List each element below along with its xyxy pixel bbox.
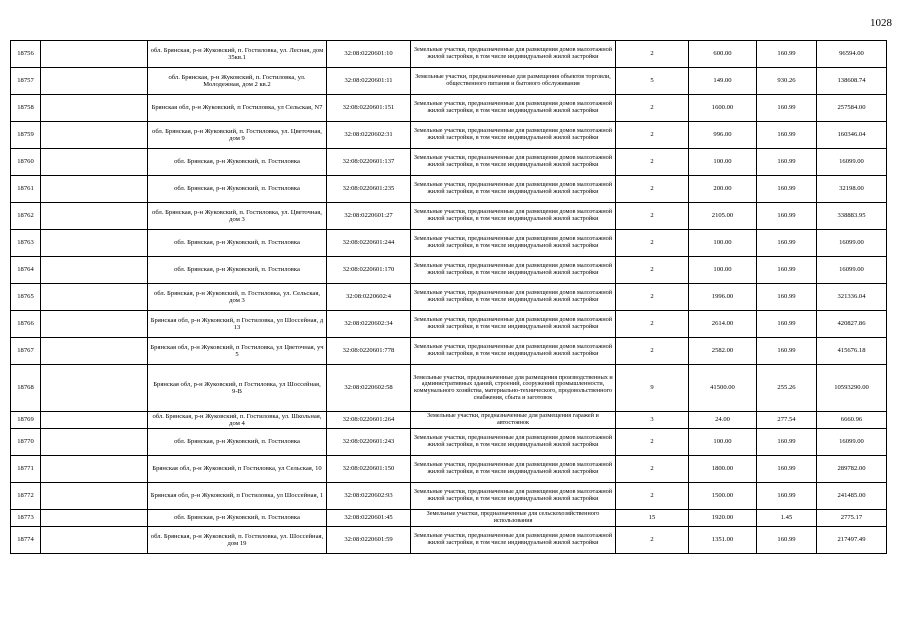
- table-row: [11, 429, 887, 456]
- use-group-cell: 2: [616, 338, 689, 365]
- table-row: [11, 95, 887, 122]
- cadastral-rate-cell: 277.54: [757, 412, 817, 429]
- cadastral-number-cell: 32:08:0220601:10: [327, 41, 411, 68]
- area-cell: 600.00: [689, 41, 757, 68]
- cadastral-number-cell: 32:08:0220602:93: [327, 483, 411, 510]
- row-number: 18766: [11, 311, 41, 338]
- blank-cell: [41, 230, 148, 257]
- row-number: 18768: [11, 365, 41, 412]
- use-group-cell: 2: [616, 149, 689, 176]
- use-group-cell: 2: [616, 527, 689, 554]
- row-number: 18757: [11, 68, 41, 95]
- cadastral-rate-cell: 160.99: [757, 284, 817, 311]
- land-use-cell: Земельные участки, предназначенные для размещения домов малоэтажной жилой застройки, в том числе индивидуальной жилой застройки: [411, 284, 616, 311]
- blank-cell: [41, 149, 148, 176]
- blank-cell: [41, 483, 148, 510]
- page-number: 1028: [870, 17, 892, 29]
- table-row: [11, 456, 887, 483]
- address-cell: обл. Брянская, р-н Жуковский, п. Гостиловка, ул. Цветочная, дом 9: [148, 122, 327, 149]
- cadastral-rate-cell: 255.26: [757, 365, 817, 412]
- land-use-cell: Земельные участки, предназначенные для размещения домов малоэтажной жилой застройки, в том числе индивидуальной жилой застройки: [411, 257, 616, 284]
- cadastral-value-cell: 415676.18: [817, 338, 887, 365]
- table-row: [11, 510, 887, 527]
- cadastral-rate-cell: 160.99: [757, 338, 817, 365]
- cadastral-value-cell: 16099.00: [817, 429, 887, 456]
- row-number: 18763: [11, 230, 41, 257]
- area-cell: 200.00: [689, 176, 757, 203]
- cadastral-rate-cell: 160.99: [757, 456, 817, 483]
- land-use-cell: Земельные участки, предназначенные для размещения домов малоэтажной жилой застройки, в том числе индивидуальной жилой застройки: [411, 203, 616, 230]
- address-cell: обл. Брянская, р-н Жуковский, п. Гостиловка: [148, 429, 327, 456]
- address-cell: обл. Брянская, р-н Жуковский, п. Гостиловка: [148, 510, 327, 527]
- address-cell: обл. Брянская, р-н Жуковский, п. Гостиловка, ул. Лесная, дом 35кв.1: [148, 41, 327, 68]
- cadastral-value-cell: 32198.00: [817, 176, 887, 203]
- cadastral-rate-cell: 160.99: [757, 429, 817, 456]
- land-use-cell: Земельные участки, предназначенные для размещения домов малоэтажной жилой застройки, в том числе индивидуальной жилой застройки: [411, 41, 616, 68]
- cadastral-rate-cell: 1.45: [757, 510, 817, 527]
- address-cell: обл. Брянская, р-н Жуковский, п. Гостиловка: [148, 149, 327, 176]
- area-cell: 1920.00: [689, 510, 757, 527]
- blank-cell: [41, 284, 148, 311]
- land-use-cell: Земельные участки, предназначенные для размещения домов малоэтажной жилой застройки, в том числе индивидуальной жилой застройки: [411, 527, 616, 554]
- cadastral-value-cell: 2775.17: [817, 510, 887, 527]
- area-cell: 996.00: [689, 122, 757, 149]
- cadastral-number-cell: 32:08:0220602:58: [327, 365, 411, 412]
- address-cell: Брянская обл, р-н Жуковский, п Гостиловка, ул Цветочная, уч 5: [148, 338, 327, 365]
- cadastral-rate-cell: 160.99: [757, 527, 817, 554]
- cadastral-value-cell: 138608.74: [817, 68, 887, 95]
- cadastral-rate-cell: 160.99: [757, 41, 817, 68]
- cadastral-rate-cell: 160.99: [757, 257, 817, 284]
- area-cell: 1800.00: [689, 456, 757, 483]
- use-group-cell: 2: [616, 257, 689, 284]
- land-use-cell: Земельные участки, предназначенные для размещения домов малоэтажной жилой застройки, в том числе индивидуальной жилой застройки: [411, 230, 616, 257]
- use-group-cell: 2: [616, 429, 689, 456]
- address-cell: обл. Брянская, р-н Жуковский, п. Гостиловка: [148, 176, 327, 203]
- blank-cell: [41, 338, 148, 365]
- cadastral-number-cell: 32:08:0220601:151: [327, 95, 411, 122]
- cadastral-value-cell: 420827.86: [817, 311, 887, 338]
- table-row: [11, 149, 887, 176]
- area-cell: 1600.00: [689, 95, 757, 122]
- land-use-cell: Земельные участки, предназначенные для размещения производственных и административных зданий, строений, сооружений промышленности, коммунального хозяйства, материально-технического, продовольственного снабжения, сбыта и заготовок: [411, 365, 616, 412]
- blank-cell: [41, 365, 148, 412]
- use-group-cell: 5: [616, 68, 689, 95]
- row-number: 18759: [11, 122, 41, 149]
- land-use-cell: Земельные участки, предназначенные для размещения домов малоэтажной жилой застройки, в том числе индивидуальной жилой застройки: [411, 429, 616, 456]
- table-row: [11, 68, 887, 95]
- cadastral-rate-cell: 160.99: [757, 483, 817, 510]
- cadastral-value-cell: 257584.00: [817, 95, 887, 122]
- cadastral-number-cell: 32:08:0220601:244: [327, 230, 411, 257]
- row-number: 18772: [11, 483, 41, 510]
- area-cell: 41500.00: [689, 365, 757, 412]
- cadastral-value-cell: 289782.00: [817, 456, 887, 483]
- use-group-cell: 2: [616, 122, 689, 149]
- address-cell: обл. Брянская, р-н Жуковский, п. Гостиловка: [148, 230, 327, 257]
- cadastral-number-cell: 32:08:0220601:27: [327, 203, 411, 230]
- table-row: [11, 365, 887, 412]
- cadastral-number-cell: 32:08:0220601:150: [327, 456, 411, 483]
- cadastral-value-cell: 160346.04: [817, 122, 887, 149]
- table-row: [11, 311, 887, 338]
- cadastral-number-cell: 32:08:0220601:11: [327, 68, 411, 95]
- cadastral-value-cell: 96594.00: [817, 41, 887, 68]
- cadastral-number-cell: 32:08:0220601:264: [327, 412, 411, 429]
- cadastral-number-cell: 32:08:0220601:778: [327, 338, 411, 365]
- use-group-cell: 2: [616, 41, 689, 68]
- area-cell: 2582.00: [689, 338, 757, 365]
- land-use-cell: Земельные участки, предназначенные для размещения домов малоэтажной жилой застройки, в том числе индивидуальной жилой застройки: [411, 176, 616, 203]
- address-cell: обл. Брянская, р-н Жуковский, п. Гостиловка, ул. Цветочная, дом 3: [148, 203, 327, 230]
- area-cell: 2105.00: [689, 203, 757, 230]
- table-row: [11, 338, 887, 365]
- land-use-cell: Земельные участки, предназначенные для размещения домов малоэтажной жилой застройки, в том числе индивидуальной жилой застройки: [411, 311, 616, 338]
- land-use-cell: Земельные участки, предназначенные для размещения гаражей и автостоянок: [411, 412, 616, 429]
- cadastral-number-cell: 32:08:0220601:59: [327, 527, 411, 554]
- table-row: [11, 176, 887, 203]
- address-cell: обл. Брянская, р-н Жуковский, п. Гостиловка, ул. Сельская, дом 3: [148, 284, 327, 311]
- row-number: 18773: [11, 510, 41, 527]
- blank-cell: [41, 412, 148, 429]
- land-use-cell: Земельные участки, предназначенные для размещения домов малоэтажной жилой застройки, в том числе индивидуальной жилой застройки: [411, 122, 616, 149]
- use-group-cell: 2: [616, 203, 689, 230]
- land-use-cell: Земельные участки, предназначенные для размещения домов малоэтажной жилой застройки, в том числе индивидуальной жилой застройки: [411, 338, 616, 365]
- address-cell: обл. Брянская, р-н Жуковский, п. Гостиловка: [148, 257, 327, 284]
- row-number: 18762: [11, 203, 41, 230]
- area-cell: 1500.00: [689, 483, 757, 510]
- blank-cell: [41, 41, 148, 68]
- land-use-cell: Земельные участки, предназначенные для размещения домов малоэтажной жилой застройки, в том числе индивидуальной жилой застройки: [411, 483, 616, 510]
- address-cell: Брянская обл, р-н Жуковский, п Гостиловка, ул Шоссейная, 9-В: [148, 365, 327, 412]
- area-cell: 100.00: [689, 230, 757, 257]
- blank-cell: [41, 510, 148, 527]
- cadastral-number-cell: 32:08:0220601:170: [327, 257, 411, 284]
- use-group-cell: 2: [616, 176, 689, 203]
- row-number: 18770: [11, 429, 41, 456]
- area-cell: 100.00: [689, 429, 757, 456]
- blank-cell: [41, 203, 148, 230]
- cadastral-value-cell: 217497.49: [817, 527, 887, 554]
- table-row: [11, 412, 887, 429]
- area-cell: 100.00: [689, 149, 757, 176]
- table-row: [11, 203, 887, 230]
- blank-cell: [41, 176, 148, 203]
- land-use-cell: Земельные участки, предназначенные для размещения домов малоэтажной жилой застройки, в том числе индивидуальной жилой застройки: [411, 149, 616, 176]
- cadastral-value-cell: 6660.96: [817, 412, 887, 429]
- table-row: [11, 257, 887, 284]
- area-cell: 149.00: [689, 68, 757, 95]
- row-number: 18756: [11, 41, 41, 68]
- row-number: 18767: [11, 338, 41, 365]
- cadastral-number-cell: 32:08:0220601:243: [327, 429, 411, 456]
- cadastral-number-cell: 32:08:0220602:31: [327, 122, 411, 149]
- use-group-cell: 3: [616, 412, 689, 429]
- land-use-cell: Земельные участки, предназначенные для сельскохозяйственного использования: [411, 510, 616, 527]
- area-cell: 1351.00: [689, 527, 757, 554]
- cadastral-value-cell: 16099.00: [817, 230, 887, 257]
- use-group-cell: 2: [616, 311, 689, 338]
- area-cell: 2614.00: [689, 311, 757, 338]
- table-row: [11, 122, 887, 149]
- cadastral-number-cell: 32:08:0220601:45: [327, 510, 411, 527]
- row-number: 18764: [11, 257, 41, 284]
- table-row: [11, 41, 887, 68]
- land-use-cell: Земельные участки, предназначенные для размещения объектов торговли, общественного питания и бытового обслуживания: [411, 68, 616, 95]
- blank-cell: [41, 122, 148, 149]
- blank-cell: [41, 95, 148, 122]
- use-group-cell: 2: [616, 456, 689, 483]
- use-group-cell: 2: [616, 95, 689, 122]
- row-number: 18760: [11, 149, 41, 176]
- blank-cell: [41, 311, 148, 338]
- address-cell: обл. Брянская, р-н Жуковский, п. Гостиловка, ул. Школьная, дом 4: [148, 412, 327, 429]
- cadastral-rate-cell: 160.99: [757, 122, 817, 149]
- blank-cell: [41, 68, 148, 95]
- use-group-cell: 2: [616, 284, 689, 311]
- cadastral-number-cell: 32:08:0220601:235: [327, 176, 411, 203]
- cadastral-value-cell: 10593290.00: [817, 365, 887, 412]
- row-number: 18771: [11, 456, 41, 483]
- table-row: [11, 284, 887, 311]
- blank-cell: [41, 456, 148, 483]
- cadastral-value-cell: 321336.04: [817, 284, 887, 311]
- land-use-cell: Земельные участки, предназначенные для размещения домов малоэтажной жилой застройки, в том числе индивидуальной жилой застройки: [411, 95, 616, 122]
- blank-cell: [41, 527, 148, 554]
- use-group-cell: 15: [616, 510, 689, 527]
- cadastral-rate-cell: 160.99: [757, 230, 817, 257]
- cadastral-value-cell: 241485.00: [817, 483, 887, 510]
- table-row: [11, 483, 887, 510]
- row-number: 18765: [11, 284, 41, 311]
- land-registry-table: [10, 40, 887, 554]
- cadastral-rate-cell: 160.99: [757, 311, 817, 338]
- cadastral-rate-cell: 160.99: [757, 176, 817, 203]
- address-cell: Брянская обл, р-н Жуковский, п Гостиловка, ул Сельская, N7: [148, 95, 327, 122]
- blank-cell: [41, 257, 148, 284]
- area-cell: 100.00: [689, 257, 757, 284]
- cadastral-number-cell: 32:08:0220602:34: [327, 311, 411, 338]
- cadastral-number-cell: 32:08:0220601:137: [327, 149, 411, 176]
- blank-cell: [41, 429, 148, 456]
- use-group-cell: 2: [616, 483, 689, 510]
- land-use-cell: Земельные участки, предназначенные для размещения домов малоэтажной жилой застройки, в том числе индивидуальной жилой застройки: [411, 456, 616, 483]
- address-cell: обл. Брянская, р-н Жуковский, п. Гостиловка, ул. Молодежная, дом 2 кв.2: [148, 68, 327, 95]
- address-cell: Брянская обл, р-н Жуковский, п Гостиловка, ул Шоссейная, 1: [148, 483, 327, 510]
- cadastral-rate-cell: 160.99: [757, 203, 817, 230]
- cadastral-value-cell: 16099.00: [817, 257, 887, 284]
- row-number: 18761: [11, 176, 41, 203]
- cadastral-rate-cell: 930.26: [757, 68, 817, 95]
- cadastral-rate-cell: 160.99: [757, 95, 817, 122]
- address-cell: Брянская обл, р-н Жуковский, п Гостиловка, ул Сельская, 10: [148, 456, 327, 483]
- row-number: 18774: [11, 527, 41, 554]
- cadastral-number-cell: 32:08:0220602:4: [327, 284, 411, 311]
- cadastral-value-cell: 338883.95: [817, 203, 887, 230]
- address-cell: Брянская обл, р-н Жуковский, п Гостиловка, ул Шоссейная, д 13: [148, 311, 327, 338]
- row-number: 18769: [11, 412, 41, 429]
- address-cell: обл. Брянская, р-н Жуковский, п. Гостиловка, ул. Шоссейная, дом 19: [148, 527, 327, 554]
- cadastral-rate-cell: 160.99: [757, 149, 817, 176]
- area-cell: 1996.00: [689, 284, 757, 311]
- table-row: [11, 527, 887, 554]
- row-number: 18758: [11, 95, 41, 122]
- use-group-cell: 9: [616, 365, 689, 412]
- cadastral-value-cell: 16099.00: [817, 149, 887, 176]
- use-group-cell: 2: [616, 230, 689, 257]
- area-cell: 24.00: [689, 412, 757, 429]
- table-row: [11, 230, 887, 257]
